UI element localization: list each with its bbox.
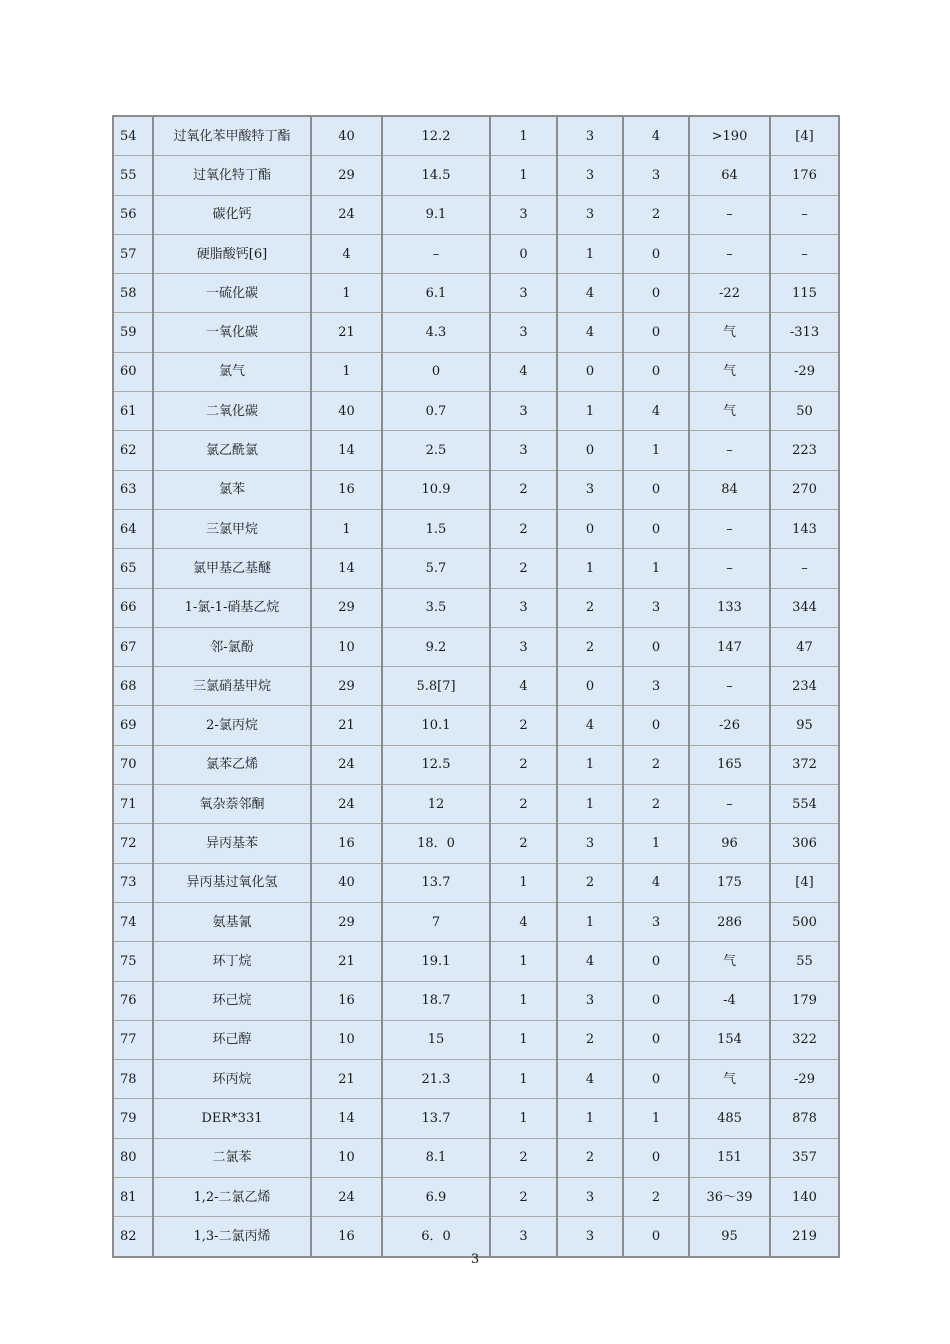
col-4-value-cell: 18．0 [382, 824, 490, 863]
col-7-value-cell: 4 [623, 116, 689, 156]
col-6-value-cell: 3 [557, 116, 623, 156]
col-8-value-cell: – [689, 785, 770, 824]
col-7-value-cell: 0 [623, 274, 689, 313]
col-5-value-cell: 3 [490, 195, 557, 234]
col-8-value-cell: 95 [689, 1217, 770, 1257]
col-6-value-cell: 4 [557, 706, 623, 745]
col-6-value-cell: 3 [557, 470, 623, 509]
row-number-cell: 65 [113, 549, 153, 588]
substance-name-cell: 环丁烷 [153, 942, 311, 981]
col-5-value-cell: 2 [490, 470, 557, 509]
row-number-cell: 62 [113, 431, 153, 470]
col-6-value-cell: 0 [557, 352, 623, 391]
col-8-value-cell: – [689, 509, 770, 548]
row-number-cell: 69 [113, 706, 153, 745]
col-6-value-cell: 3 [557, 981, 623, 1020]
col-4-value-cell: 0 [382, 352, 490, 391]
col-9-value-cell: 500 [770, 902, 839, 941]
col-3-value-cell: 24 [311, 785, 382, 824]
col-9-value-cell: 176 [770, 156, 839, 195]
col-5-value-cell: 3 [490, 392, 557, 431]
col-5-value-cell: 3 [490, 274, 557, 313]
substance-name-cell: 1-氯-1-硝基乙烷 [153, 588, 311, 627]
col-6-value-cell: 0 [557, 509, 623, 548]
col-5-value-cell: 3 [490, 431, 557, 470]
row-number-cell: 74 [113, 902, 153, 941]
col-3-value-cell: 24 [311, 1178, 382, 1217]
col-5-value-cell: 2 [490, 1138, 557, 1177]
col-9-value-cell: – [770, 234, 839, 273]
col-4-value-cell: 7 [382, 902, 490, 941]
col-7-value-cell: 1 [623, 824, 689, 863]
col-9-value-cell: 306 [770, 824, 839, 863]
col-5-value-cell: 3 [490, 588, 557, 627]
row-number-cell: 81 [113, 1178, 153, 1217]
col-5-value-cell: 2 [490, 706, 557, 745]
col-5-value-cell: 1 [490, 942, 557, 981]
col-8-value-cell: – [689, 234, 770, 273]
col-6-value-cell: 1 [557, 745, 623, 784]
table-row [113, 1178, 839, 1217]
col-4-value-cell: 15 [382, 1020, 490, 1059]
col-5-value-cell: 2 [490, 549, 557, 588]
col-3-value-cell: 29 [311, 902, 382, 941]
row-number-cell: 57 [113, 234, 153, 273]
row-number-cell: 63 [113, 470, 153, 509]
col-9-value-cell: 219 [770, 1217, 839, 1257]
col-8-value-cell: 151 [689, 1138, 770, 1177]
col-7-value-cell: 0 [623, 509, 689, 548]
table-row [113, 156, 839, 195]
col-8-value-cell: – [689, 667, 770, 706]
substance-name-cell: 二氧化碳 [153, 392, 311, 431]
col-5-value-cell: 1 [490, 1020, 557, 1059]
col-4-value-cell: 19.1 [382, 942, 490, 981]
substance-name-cell: 环己烷 [153, 981, 311, 1020]
table-body [113, 116, 839, 1257]
col-3-value-cell: 29 [311, 667, 382, 706]
col-6-value-cell: 1 [557, 392, 623, 431]
row-number-cell: 79 [113, 1099, 153, 1138]
col-3-value-cell: 24 [311, 195, 382, 234]
row-number-cell: 70 [113, 745, 153, 784]
substance-name-cell: 氧杂萘邻酮 [153, 785, 311, 824]
col-9-value-cell: 55 [770, 942, 839, 981]
col-5-value-cell: 1 [490, 863, 557, 902]
col-6-value-cell: 1 [557, 234, 623, 273]
col-5-value-cell: 3 [490, 627, 557, 666]
col-6-value-cell: 2 [557, 588, 623, 627]
col-4-value-cell: 18.7 [382, 981, 490, 1020]
col-6-value-cell: 0 [557, 431, 623, 470]
col-3-value-cell: 14 [311, 549, 382, 588]
col-8-value-cell: – [689, 431, 770, 470]
col-7-value-cell: 0 [623, 1020, 689, 1059]
col-8-value-cell: 64 [689, 156, 770, 195]
col-5-value-cell: 3 [490, 1217, 557, 1257]
table-row [113, 824, 839, 863]
row-number-cell: 77 [113, 1020, 153, 1059]
col-4-value-cell: 14.5 [382, 156, 490, 195]
col-9-value-cell: – [770, 195, 839, 234]
substance-name-cell: 氯乙酰氯 [153, 431, 311, 470]
col-8-value-cell: 485 [689, 1099, 770, 1138]
col-3-value-cell: 40 [311, 863, 382, 902]
table-row [113, 1138, 839, 1177]
col-7-value-cell: 0 [623, 470, 689, 509]
col-6-value-cell: 1 [557, 549, 623, 588]
substance-name-cell: 1,2-二氯乙烯 [153, 1178, 311, 1217]
table-row [113, 981, 839, 1020]
col-8-value-cell: – [689, 549, 770, 588]
col-4-value-cell: 2.5 [382, 431, 490, 470]
row-number-cell: 66 [113, 588, 153, 627]
col-5-value-cell: 4 [490, 352, 557, 391]
col-9-value-cell: [4] [770, 116, 839, 156]
col-4-value-cell: 10.1 [382, 706, 490, 745]
row-number-cell: 75 [113, 942, 153, 981]
col-3-value-cell: 40 [311, 392, 382, 431]
table-row [113, 588, 839, 627]
col-4-value-cell: 3.5 [382, 588, 490, 627]
col-4-value-cell: 5.8[7] [382, 667, 490, 706]
col-5-value-cell: 1 [490, 1060, 557, 1099]
col-3-value-cell: 10 [311, 1138, 382, 1177]
col-8-value-cell: -4 [689, 981, 770, 1020]
col-6-value-cell: 0 [557, 667, 623, 706]
col-7-value-cell: 3 [623, 667, 689, 706]
col-3-value-cell: 10 [311, 627, 382, 666]
col-5-value-cell: 1 [490, 116, 557, 156]
col-7-value-cell: 4 [623, 392, 689, 431]
col-9-value-cell: 50 [770, 392, 839, 431]
col-3-value-cell: 16 [311, 824, 382, 863]
col-7-value-cell: 1 [623, 431, 689, 470]
col-4-value-cell: 12.5 [382, 745, 490, 784]
col-9-value-cell: 95 [770, 706, 839, 745]
col-3-value-cell: 16 [311, 1217, 382, 1257]
col-7-value-cell: 3 [623, 902, 689, 941]
col-6-value-cell: 1 [557, 1099, 623, 1138]
substance-name-cell: 氨基氰 [153, 902, 311, 941]
col-5-value-cell: 1 [490, 1099, 557, 1138]
col-4-value-cell: 13.7 [382, 863, 490, 902]
col-4-value-cell: – [382, 234, 490, 273]
col-4-value-cell: 6．0 [382, 1217, 490, 1257]
col-4-value-cell: 6.9 [382, 1178, 490, 1217]
col-3-value-cell: 14 [311, 431, 382, 470]
col-9-value-cell: 140 [770, 1178, 839, 1217]
table-row [113, 470, 839, 509]
col-7-value-cell: 2 [623, 195, 689, 234]
col-9-value-cell: -29 [770, 352, 839, 391]
substance-name-cell: 碳化钙 [153, 195, 311, 234]
col-8-value-cell: 165 [689, 745, 770, 784]
substance-name-cell: 环己醇 [153, 1020, 311, 1059]
col-9-value-cell: 344 [770, 588, 839, 627]
col-4-value-cell: 9.2 [382, 627, 490, 666]
col-3-value-cell: 1 [311, 274, 382, 313]
substance-name-cell: 一硫化碳 [153, 274, 311, 313]
row-number-cell: 76 [113, 981, 153, 1020]
col-9-value-cell: 143 [770, 509, 839, 548]
col-4-value-cell: 4.3 [382, 313, 490, 352]
col-9-value-cell: [4] [770, 863, 839, 902]
substance-name-cell: 三氯硝基甲烷 [153, 667, 311, 706]
row-number-cell: 78 [113, 1060, 153, 1099]
col-6-value-cell: 3 [557, 156, 623, 195]
col-7-value-cell: 1 [623, 1099, 689, 1138]
table-row [113, 274, 839, 313]
col-9-value-cell: 357 [770, 1138, 839, 1177]
row-number-cell: 73 [113, 863, 153, 902]
col-5-value-cell: 0 [490, 234, 557, 273]
substance-name-cell: 硬脂酸钙[6] [153, 234, 311, 273]
substance-name-cell: 环丙烷 [153, 1060, 311, 1099]
col-9-value-cell: 554 [770, 785, 839, 824]
col-5-value-cell: 1 [490, 156, 557, 195]
col-9-value-cell: 223 [770, 431, 839, 470]
substance-name-cell: 异丙基过氧化氢 [153, 863, 311, 902]
col-4-value-cell: 10.9 [382, 470, 490, 509]
col-3-value-cell: 1 [311, 509, 382, 548]
col-5-value-cell: 4 [490, 667, 557, 706]
col-7-value-cell: 4 [623, 863, 689, 902]
col-6-value-cell: 2 [557, 627, 623, 666]
col-5-value-cell: 1 [490, 981, 557, 1020]
col-7-value-cell: 3 [623, 156, 689, 195]
col-8-value-cell: 气 [689, 313, 770, 352]
col-6-value-cell: 2 [557, 1138, 623, 1177]
col-8-value-cell: 36～39 [689, 1178, 770, 1217]
col-5-value-cell: 2 [490, 785, 557, 824]
col-7-value-cell: 0 [623, 1217, 689, 1257]
col-8-value-cell: 气 [689, 1060, 770, 1099]
col-8-value-cell: 气 [689, 352, 770, 391]
row-number-cell: 55 [113, 156, 153, 195]
col-3-value-cell: 16 [311, 981, 382, 1020]
substance-name-cell: 2-氯丙烷 [153, 706, 311, 745]
col-7-value-cell: 0 [623, 706, 689, 745]
col-5-value-cell: 3 [490, 313, 557, 352]
col-8-value-cell: 气 [689, 942, 770, 981]
col-7-value-cell: 0 [623, 1138, 689, 1177]
col-9-value-cell: 47 [770, 627, 839, 666]
col-9-value-cell: 179 [770, 981, 839, 1020]
col-6-value-cell: 3 [557, 824, 623, 863]
col-7-value-cell: 0 [623, 313, 689, 352]
row-number-cell: 67 [113, 627, 153, 666]
col-3-value-cell: 21 [311, 706, 382, 745]
table-row [113, 431, 839, 470]
col-8-value-cell: 154 [689, 1020, 770, 1059]
col-3-value-cell: 40 [311, 116, 382, 156]
substance-name-cell: 过氧化苯甲酸特丁酯 [153, 116, 311, 156]
table-row [113, 785, 839, 824]
col-4-value-cell: 12 [382, 785, 490, 824]
col-6-value-cell: 3 [557, 1217, 623, 1257]
table-row [113, 352, 839, 391]
col-8-value-cell: 147 [689, 627, 770, 666]
col-3-value-cell: 21 [311, 1060, 382, 1099]
row-number-cell: 64 [113, 509, 153, 548]
col-4-value-cell: 13.7 [382, 1099, 490, 1138]
hazard-data-table [112, 115, 840, 1258]
table-row [113, 1020, 839, 1059]
col-6-value-cell: 4 [557, 313, 623, 352]
substance-name-cell: 邻-氯酚 [153, 627, 311, 666]
table-row [113, 509, 839, 548]
substance-name-cell: DER*331 [153, 1099, 311, 1138]
col-5-value-cell: 2 [490, 509, 557, 548]
substance-name-cell: 过氧化特丁酯 [153, 156, 311, 195]
col-7-value-cell: 0 [623, 1060, 689, 1099]
col-7-value-cell: 1 [623, 549, 689, 588]
col-3-value-cell: 16 [311, 470, 382, 509]
col-6-value-cell: 4 [557, 274, 623, 313]
col-7-value-cell: 2 [623, 745, 689, 784]
row-number-cell: 80 [113, 1138, 153, 1177]
col-7-value-cell: 0 [623, 942, 689, 981]
col-3-value-cell: 21 [311, 313, 382, 352]
table-row [113, 745, 839, 784]
col-6-value-cell: 1 [557, 785, 623, 824]
col-9-value-cell: 234 [770, 667, 839, 706]
table-row [113, 667, 839, 706]
row-number-cell: 68 [113, 667, 153, 706]
col-8-value-cell: – [689, 195, 770, 234]
row-number-cell: 72 [113, 824, 153, 863]
table-row [113, 1217, 839, 1257]
col-3-value-cell: 1 [311, 352, 382, 391]
substance-name-cell: 氯苯 [153, 470, 311, 509]
col-6-value-cell: 3 [557, 195, 623, 234]
col-8-value-cell: >190 [689, 116, 770, 156]
row-number-cell: 56 [113, 195, 153, 234]
col-6-value-cell: 3 [557, 1178, 623, 1217]
col-9-value-cell: 372 [770, 745, 839, 784]
substance-name-cell: 氯气 [153, 352, 311, 391]
table-row [113, 902, 839, 941]
col-7-value-cell: 0 [623, 234, 689, 273]
table-row [113, 116, 839, 156]
col-3-value-cell: 29 [311, 588, 382, 627]
table-row [113, 706, 839, 745]
col-7-value-cell: 0 [623, 352, 689, 391]
col-9-value-cell: -29 [770, 1060, 839, 1099]
col-9-value-cell: – [770, 549, 839, 588]
col-6-value-cell: 4 [557, 1060, 623, 1099]
col-6-value-cell: 2 [557, 863, 623, 902]
row-number-cell: 61 [113, 392, 153, 431]
col-4-value-cell: 0.7 [382, 392, 490, 431]
col-8-value-cell: -22 [689, 274, 770, 313]
col-3-value-cell: 4 [311, 234, 382, 273]
table-row [113, 392, 839, 431]
col-5-value-cell: 2 [490, 824, 557, 863]
row-number-cell: 60 [113, 352, 153, 391]
col-3-value-cell: 10 [311, 1020, 382, 1059]
col-6-value-cell: 4 [557, 942, 623, 981]
table-row [113, 627, 839, 666]
row-number-cell: 71 [113, 785, 153, 824]
substance-name-cell: 氯苯乙烯 [153, 745, 311, 784]
col-4-value-cell: 8.1 [382, 1138, 490, 1177]
col-9-value-cell: 115 [770, 274, 839, 313]
page-number: 3 [470, 1252, 480, 1267]
col-9-value-cell: -313 [770, 313, 839, 352]
col-7-value-cell: 2 [623, 1178, 689, 1217]
row-number-cell: 59 [113, 313, 153, 352]
col-8-value-cell: 133 [689, 588, 770, 627]
col-3-value-cell: 14 [311, 1099, 382, 1138]
col-8-value-cell: 气 [689, 392, 770, 431]
col-7-value-cell: 0 [623, 627, 689, 666]
substance-name-cell: 氯甲基乙基醚 [153, 549, 311, 588]
table-row [113, 549, 839, 588]
table-row [113, 195, 839, 234]
substance-name-cell: 异丙基苯 [153, 824, 311, 863]
substance-name-cell: 1,3-二氯丙烯 [153, 1217, 311, 1257]
col-5-value-cell: 2 [490, 1178, 557, 1217]
col-7-value-cell: 2 [623, 785, 689, 824]
row-number-cell: 82 [113, 1217, 153, 1257]
col-9-value-cell: 270 [770, 470, 839, 509]
col-9-value-cell: 878 [770, 1099, 839, 1138]
col-4-value-cell: 12.2 [382, 116, 490, 156]
col-5-value-cell: 4 [490, 902, 557, 941]
col-6-value-cell: 1 [557, 902, 623, 941]
col-4-value-cell: 9.1 [382, 195, 490, 234]
col-8-value-cell: 175 [689, 863, 770, 902]
table-row [113, 313, 839, 352]
substance-name-cell: 二氯苯 [153, 1138, 311, 1177]
table-row [113, 234, 839, 273]
col-8-value-cell: -26 [689, 706, 770, 745]
col-4-value-cell: 21.3 [382, 1060, 490, 1099]
table-row [113, 863, 839, 902]
table-row [113, 942, 839, 981]
col-4-value-cell: 1.5 [382, 509, 490, 548]
col-3-value-cell: 21 [311, 942, 382, 981]
table-row [113, 1060, 839, 1099]
col-7-value-cell: 3 [623, 588, 689, 627]
col-3-value-cell: 29 [311, 156, 382, 195]
col-6-value-cell: 2 [557, 1020, 623, 1059]
col-3-value-cell: 24 [311, 745, 382, 784]
row-number-cell: 54 [113, 116, 153, 156]
table-row [113, 1099, 839, 1138]
col-4-value-cell: 6.1 [382, 274, 490, 313]
col-4-value-cell: 5.7 [382, 549, 490, 588]
row-number-cell: 58 [113, 274, 153, 313]
col-8-value-cell: 286 [689, 902, 770, 941]
substance-name-cell: 三氯甲烷 [153, 509, 311, 548]
col-7-value-cell: 0 [623, 981, 689, 1020]
col-8-value-cell: 84 [689, 470, 770, 509]
col-5-value-cell: 2 [490, 745, 557, 784]
col-8-value-cell: 96 [689, 824, 770, 863]
col-9-value-cell: 322 [770, 1020, 839, 1059]
substance-name-cell: 一氧化碳 [153, 313, 311, 352]
